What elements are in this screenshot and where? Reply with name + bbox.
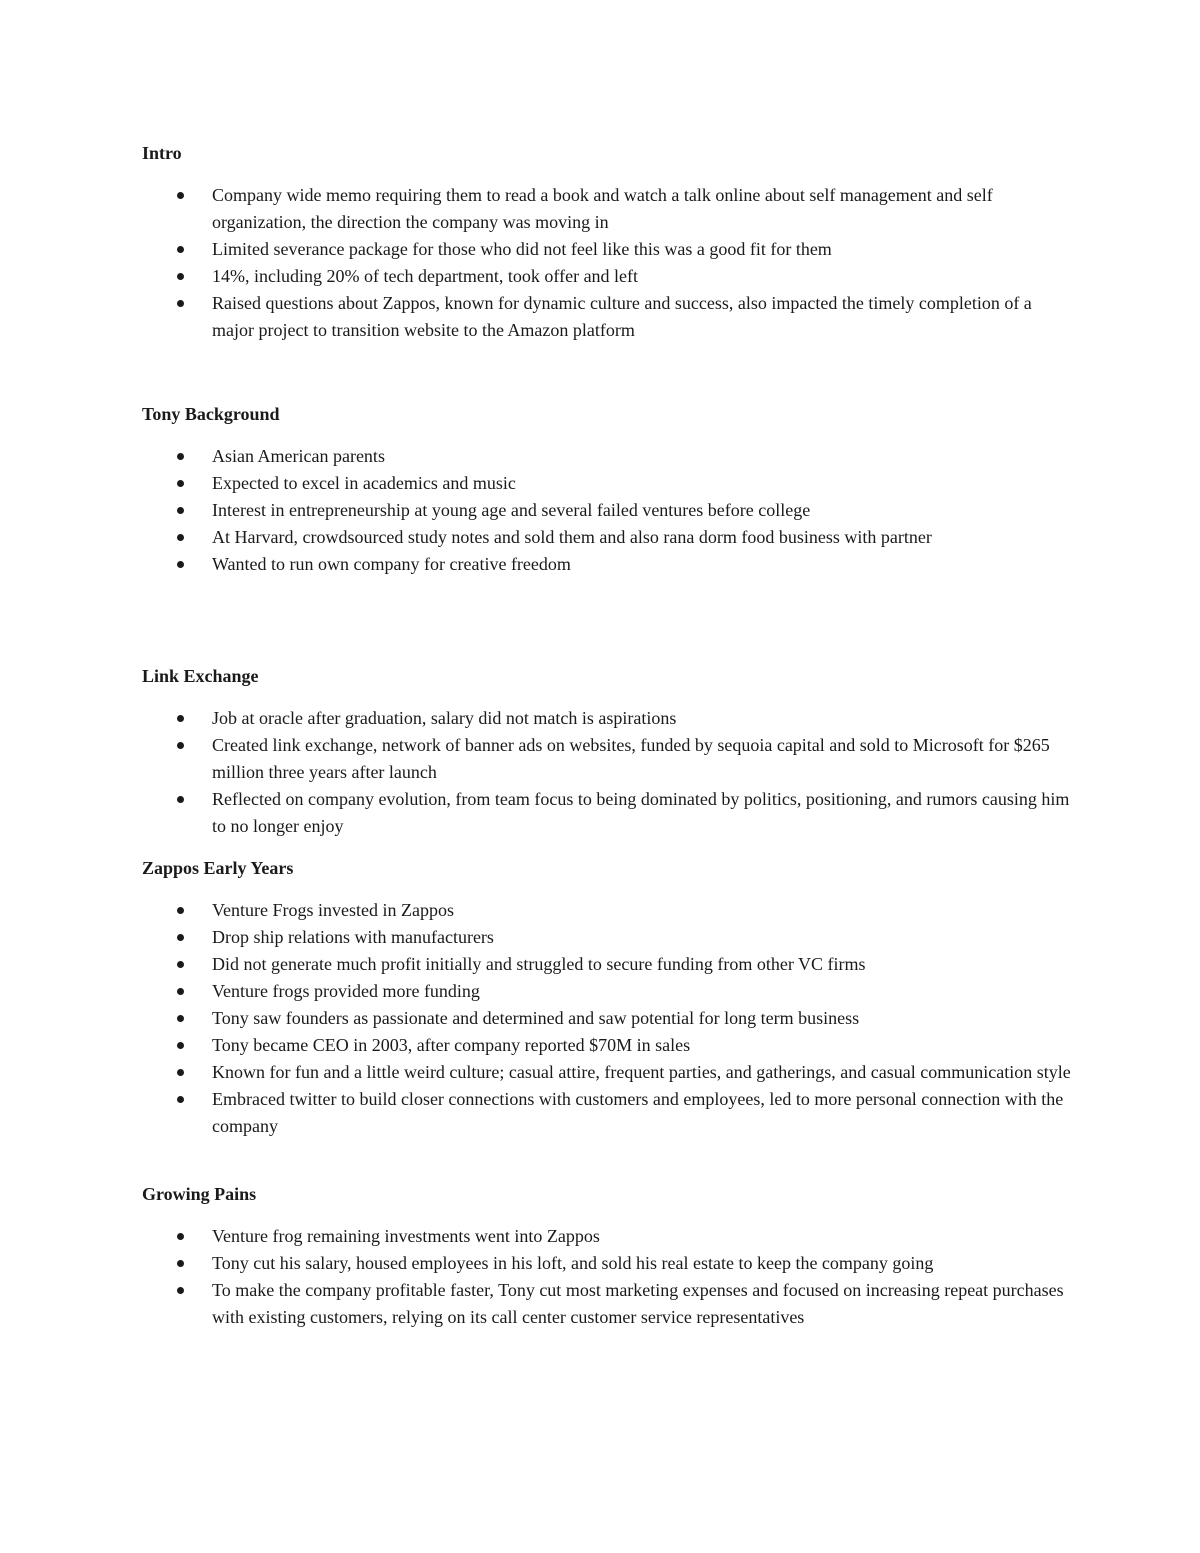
list-item-text: Tony saw founders as passionate and determined and saw potential for long term business [212,1008,860,1028]
list-item-text: At Harvard, crowdsourced study notes and sold them and also rana dorm food business with partner [212,527,932,547]
section-growing-pains [142,1181,1072,1331]
list-item-text: Tony became CEO in 2003, after company reported $70M in sales [212,1035,691,1055]
bullet-icon [177,561,184,568]
bullet-list [142,1223,1072,1331]
list-item [142,443,1072,470]
bullet-icon [177,715,184,722]
bullet-icon [177,1260,184,1267]
list-item [142,1223,1072,1250]
list-item [142,1086,1072,1140]
list-item-text: Did not generate much profit initially and struggled to secure funding from other VC firms [212,954,866,974]
list-item [142,1277,1072,1331]
list-item [142,551,1072,578]
list-item-text: Reflected on company evolution, from team focus to being dominated by politics, positioning, and rumors causing him to no longer enjoy [212,789,1070,836]
bullet-icon [177,961,184,968]
list-item-text: Job at oracle after graduation, salary did not match is aspirations [212,708,677,728]
list-item [142,897,1072,924]
bullet-icon [177,1287,184,1294]
list-item-text: Venture frog remaining investments went into Zappos [212,1226,600,1246]
section-heading: Growing Pains [142,1184,257,1204]
section-zappos-early-years [142,855,1072,1140]
list-item [142,290,1072,344]
bullet-icon [177,300,184,307]
list-item-text: Known for fun and a little weird culture; casual attire, frequent parties, and gatherings, and casual communication style [212,1062,1071,1082]
list-item [142,524,1072,551]
bullet-icon [177,742,184,749]
bullet-icon [177,988,184,995]
bullet-icon [177,453,184,460]
list-item [142,182,1072,236]
list-item-text: Interest in entrepreneurship at young age and several failed ventures before college [212,500,811,520]
list-item-text: Embraced twitter to build closer connections with customers and employees, led to more personal connection with the company [212,1089,1064,1136]
bullet-icon [177,480,184,487]
list-item [142,1059,1072,1086]
section-heading: Tony Background [142,404,280,424]
bullet-icon [177,1069,184,1076]
bullet-icon [177,1042,184,1049]
bullet-icon [177,1015,184,1022]
list-item [142,786,1072,840]
bullet-icon [177,796,184,803]
section-link-exchange [142,663,1072,840]
list-item-text: Limited severance package for those who did not feel like this was a good fit for them [212,239,832,259]
bullet-icon [177,507,184,514]
list-item [142,263,1072,290]
list-item [142,470,1072,497]
bullet-icon [177,1096,184,1103]
list-item [142,497,1072,524]
bullet-icon [177,1233,184,1240]
list-item-text: Expected to excel in academics and music [212,473,516,493]
list-item [142,951,1072,978]
section-tony-background [142,401,1072,578]
bullet-icon [177,246,184,253]
section-heading: Link Exchange [142,666,259,686]
list-item [142,1005,1072,1032]
bullet-list [142,897,1072,1140]
section-heading: Intro [142,143,182,163]
list-item [142,1250,1072,1277]
list-item [142,978,1072,1005]
list-item-text: Created link exchange, network of banner ads on websites, funded by sequoia capital and sold to Microsoft for $265 million three years after launch [212,735,1050,782]
list-item-text: Wanted to run own company for creative freedom [212,554,571,574]
bullet-list [142,182,1072,344]
bullet-icon [177,907,184,914]
list-item [142,236,1072,263]
list-item-text: Company wide memo requiring them to read a book and watch a talk online about self management and self organization, the direction the company was moving in [212,185,993,232]
section-intro [142,140,1072,344]
list-item-text: Asian American parents [212,446,385,466]
list-item [142,924,1072,951]
bullet-icon [177,192,184,199]
section-heading: Zappos Early Years [142,858,294,878]
list-item [142,1032,1072,1059]
list-item-text: Raised questions about Zappos, known for dynamic culture and success, also impacted the timely completion of a major project to transition website to the Amazon platform [212,293,1032,340]
bullet-icon [177,934,184,941]
list-item [142,705,1072,732]
list-item-text: 14%, including 20% of tech department, took offer and left [212,266,639,286]
bullet-list [142,443,1072,578]
list-item [142,732,1072,786]
bullet-icon [177,273,184,280]
list-item-text: Tony cut his salary, housed employees in his loft, and sold his real estate to keep the company going [212,1253,934,1273]
list-item-text: To make the company profitable faster, Tony cut most marketing expenses and focused on increasing repeat purchases with existing customers, relying on its call center customer service representatives [212,1280,1064,1327]
list-item-text: Drop ship relations with manufacturers [212,927,494,947]
bullet-icon [177,534,184,541]
list-item-text: Venture Frogs invested in Zappos [212,900,454,920]
bullet-list [142,705,1072,840]
list-item-text: Venture frogs provided more funding [212,981,480,1001]
